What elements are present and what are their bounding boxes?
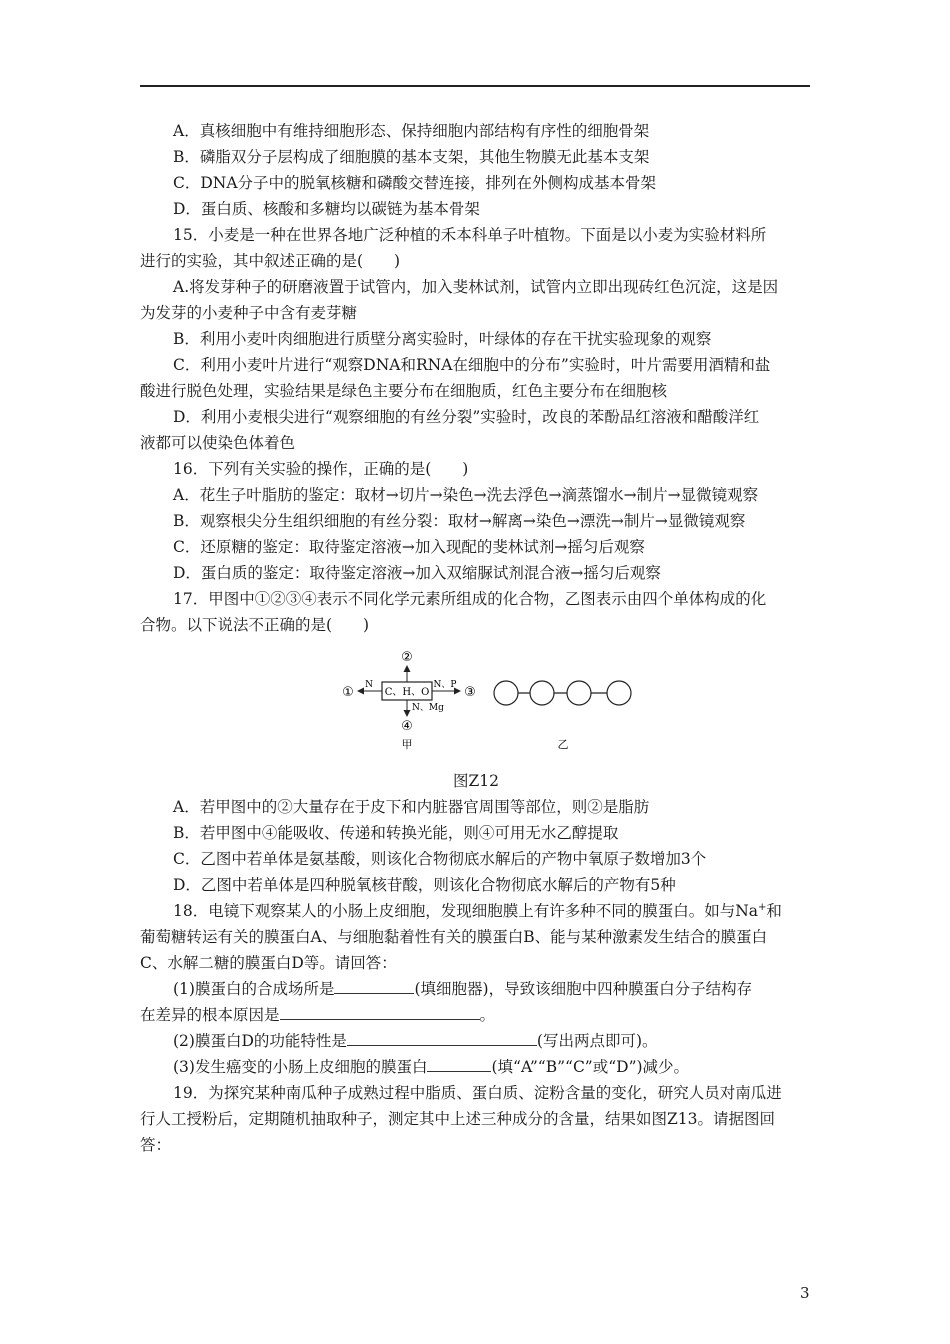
text-line: B．观察根尖分生组织细胞的有丝分裂：取材→解离→染色→漂洗→制片→显微镜观察 xyxy=(173,512,746,530)
figure-caption: 图Z12 xyxy=(453,772,499,790)
figure-jia-label: 甲 xyxy=(401,738,413,751)
question-18-part-3 xyxy=(140,1054,812,1080)
arrow-3-label: N、P xyxy=(433,680,457,690)
text-span: 在差异的根本原因是 xyxy=(140,1006,280,1024)
question-16: 16．下列有关实验的操作，正确的是( ) xyxy=(173,460,469,478)
question-15: 15．小麦是一种在世界各地广泛种植的禾本科单子叶植物。下面是以小麦为实验材料所 xyxy=(173,226,767,244)
text-line: B．若甲图中④能吸收、传递和转换光能，则④可用无水乙醇提取 xyxy=(173,824,619,842)
text-line: B．利用小麦叶肉细胞进行质壁分离实验时，叶绿体的存在干扰实验现象的观察 xyxy=(173,330,712,348)
text-line: C．乙图中若单体是氨基酸，则该化合物彻底水解后的产物中氧原子数增加3个 xyxy=(173,850,707,868)
text-line: A．花生子叶脂肪的鉴定：取材→切片→染色→洗去浮色→滴蒸馏水→制片→显微镜观察 xyxy=(173,486,759,504)
arrow-1-label: N xyxy=(365,680,373,690)
arrow-4-label: N、Mg xyxy=(412,703,444,713)
compound-3-label: ③ xyxy=(464,685,476,700)
text-line: D．蛋白质、核酸和多糖均以碳链为基本骨架 xyxy=(173,200,480,218)
text-line: D．蛋白质的鉴定：取待鉴定溶液→加入双缩脲试剂混合液→摇匀后观察 xyxy=(173,564,661,582)
text-span: 18．电镜下观察某人的小肠上皮细胞，发现细胞膜上有许多种不同的膜蛋白。如与Na xyxy=(173,902,759,920)
text-span: (2)膜蛋白D的功能特性是 xyxy=(173,1032,347,1050)
question-19: 19．为探究某种南瓜种子成熟过程中脂质、蛋白质、淀粉含量的变化，研究人员对南瓜进 xyxy=(173,1084,782,1102)
answer-blank[interactable] xyxy=(334,977,414,994)
element-box-label: C、H、O xyxy=(384,687,430,698)
text-line: B．磷脂双分子层构成了细胞膜的基本支架，其他生物膜无此基本支架 xyxy=(173,148,650,166)
question-18-part-2 xyxy=(140,1028,812,1054)
text-line xyxy=(140,1002,812,1028)
text-span: 和 xyxy=(766,902,782,920)
page-content xyxy=(140,118,812,1158)
text-span: (填细胞器)，导致该细胞中四种膜蛋白分子结构存 xyxy=(414,980,753,998)
text-line: 合物。以下说法不正确的是( ) xyxy=(140,616,370,634)
text-line: A．若甲图中的②大量存在于皮下和内脏器官周围等部位，则②是脂肪 xyxy=(173,798,650,816)
text-span: (填“A”“B”“C”或“D”)减少。 xyxy=(491,1058,690,1076)
text-line: 为发芽的小麦种子中含有麦芽糖 xyxy=(140,304,358,322)
text-line: 葡萄糖转运有关的膜蛋白A、与细胞黏着性有关的膜蛋白B、能与某种激素发生结合的膜蛋白 xyxy=(140,928,768,946)
text-span: (3)发生癌变的小肠上皮细胞的膜蛋白 xyxy=(173,1058,428,1076)
text-line: C．还原糖的鉴定：取待鉴定溶液→加入现配的斐林试剂→摇匀后观察 xyxy=(173,538,645,556)
page-number: 3 xyxy=(800,1284,810,1302)
monomer-circle xyxy=(567,681,591,705)
text-line: 酸进行脱色处理，实验结果是绿色主要分布在细胞质，红色主要分布在细胞核 xyxy=(140,382,668,400)
question-17: 17．甲图中①②③④表示不同化学元素所组成的化合物，乙图表示由四个单体构成的化 xyxy=(173,590,767,608)
compound-2-label: ② xyxy=(401,650,413,665)
answer-blank[interactable] xyxy=(280,1003,480,1020)
monomer-circle xyxy=(530,681,554,705)
compound-1-label: ① xyxy=(342,685,354,700)
text-line: 答： xyxy=(140,1136,172,1154)
figure-z12 xyxy=(140,644,812,770)
answer-blank[interactable] xyxy=(347,1029,537,1046)
answer-blank[interactable] xyxy=(427,1055,491,1072)
figure-yi-label: 乙 xyxy=(557,738,569,751)
text-line: 液都可以使染色体着色 xyxy=(140,434,296,452)
text-line: 进行的实验，其中叙述正确的是( ) xyxy=(140,252,401,270)
compound-diagram xyxy=(336,644,656,770)
question-18-part-1 xyxy=(140,976,812,1002)
compound-4-label: ④ xyxy=(401,719,413,734)
text-line: A.将发芽种子的研磨液置于试管内，加入斐林试剂，试管内立即出现砖红色沉淀，这是因 xyxy=(173,278,779,296)
text-line: C、水解二糖的膜蛋白D等。请回答： xyxy=(140,954,397,972)
text-line: C．利用小麦叶片进行“观察DNA和RNA在细胞中的分布”实验时，叶片需要用酒精和盐 xyxy=(173,356,771,374)
superscript: + xyxy=(758,901,767,913)
monomer-circle xyxy=(494,681,518,705)
text-span: (写出两点即可)。 xyxy=(536,1032,658,1050)
monomer-circle xyxy=(607,681,631,705)
header-rule xyxy=(140,85,810,87)
question-18 xyxy=(140,898,812,924)
text-line: D．利用小麦根尖进行“观察细胞的有丝分裂”实验时，改良的苯酚品红溶液和醋酸洋红 xyxy=(173,408,760,426)
text-span: 。 xyxy=(479,1006,496,1024)
text-line: A．真核细胞中有维持细胞形态、保持细胞内部结构有序性的细胞骨架 xyxy=(173,122,650,140)
text-span: (1)膜蛋白的合成场所是 xyxy=(173,980,335,998)
text-line: 行人工授粉后，定期随机抽取种子，测定其中上述三种成分的含量，结果如图Z13。请据图回 xyxy=(140,1110,775,1128)
text-line: D．乙图中若单体是四种脱氧核苷酸，则该化合物彻底水解后的产物有5种 xyxy=(173,876,676,894)
text-line: C．DNA分子中的脱氧核糖和磷酸交替连接，排列在外侧构成基本骨架 xyxy=(173,174,657,192)
